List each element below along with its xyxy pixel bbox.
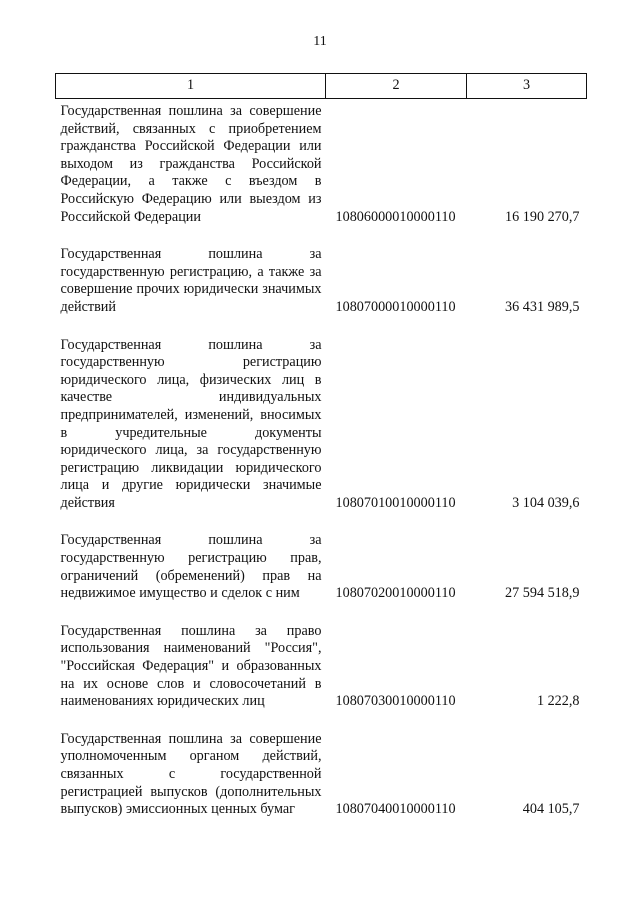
- table-row: [56, 99, 587, 247]
- row-amount: 3 104 039,6: [512, 494, 580, 511]
- row-description: Государственная пошлина за государственную регистрацию, а также за совершение прочих юридически значимых действий: [60, 246, 322, 315]
- row-amount: 1 222,8: [536, 693, 580, 710]
- row-description: Государственная пошлина за государственную регистрацию прав, ограничений (обременений) прав на недвижимое имущество и сделок с ним: [60, 532, 322, 602]
- budget-revenue-table: [55, 73, 587, 839]
- row-amount: 404 105,7: [522, 801, 580, 818]
- row-budget-code: 10807010010000110: [335, 494, 456, 511]
- page-number: 11: [313, 34, 327, 49]
- row-budget-code: 10807030010000110: [335, 693, 456, 710]
- table-row: [56, 623, 587, 731]
- table-row: [56, 337, 587, 533]
- table-row: [56, 731, 587, 839]
- row-budget-code: 10806000010000110: [335, 208, 456, 225]
- row-description: Государственная пошлина за государственную регистрацию юридического лица, физических лиц в качестве индивидуальных предпринимателей, изменений, вносимых в учредительные документы юридического лица, за государственную регистрацию ликвидации юридического лица и другие юридически значимые действия: [60, 336, 322, 511]
- row-budget-code: 10807040010000110: [335, 801, 456, 818]
- column-header-description: 1: [56, 74, 326, 99]
- table-header-row: [56, 74, 587, 99]
- row-budget-code: 10807020010000110: [335, 585, 456, 602]
- row-description: Государственная пошлина за право использования наименований "Россия", "Российская Федерация" и образованных на их основе слов и словосочетаний в наименованиях юридических лиц: [60, 622, 322, 710]
- row-amount: 27 594 518,9: [505, 585, 580, 602]
- column-header-amount: 3: [467, 74, 587, 99]
- row-amount: 36 431 989,5: [505, 298, 580, 315]
- column-header-code: 2: [326, 74, 467, 99]
- row-budget-code: 10807000010000110: [335, 298, 456, 315]
- row-description: Государственная пошлина за совершение уполномоченным органом действий, связанных с государственной регистрацией выпусков (дополнительных выпусков) эмиссионных ценных бумаг: [60, 730, 322, 818]
- table-row: [56, 532, 587, 622]
- row-description: Государственная пошлина за совершение действий, связанных с приобретением гражданства Российской Федерации или выходом из гражданства Российской Федерации, а также с въездом в Российскую Федерацию или выездом из Российской Федерации: [60, 103, 322, 225]
- table-row: [56, 246, 587, 336]
- row-amount: 16 190 270,7: [505, 208, 580, 225]
